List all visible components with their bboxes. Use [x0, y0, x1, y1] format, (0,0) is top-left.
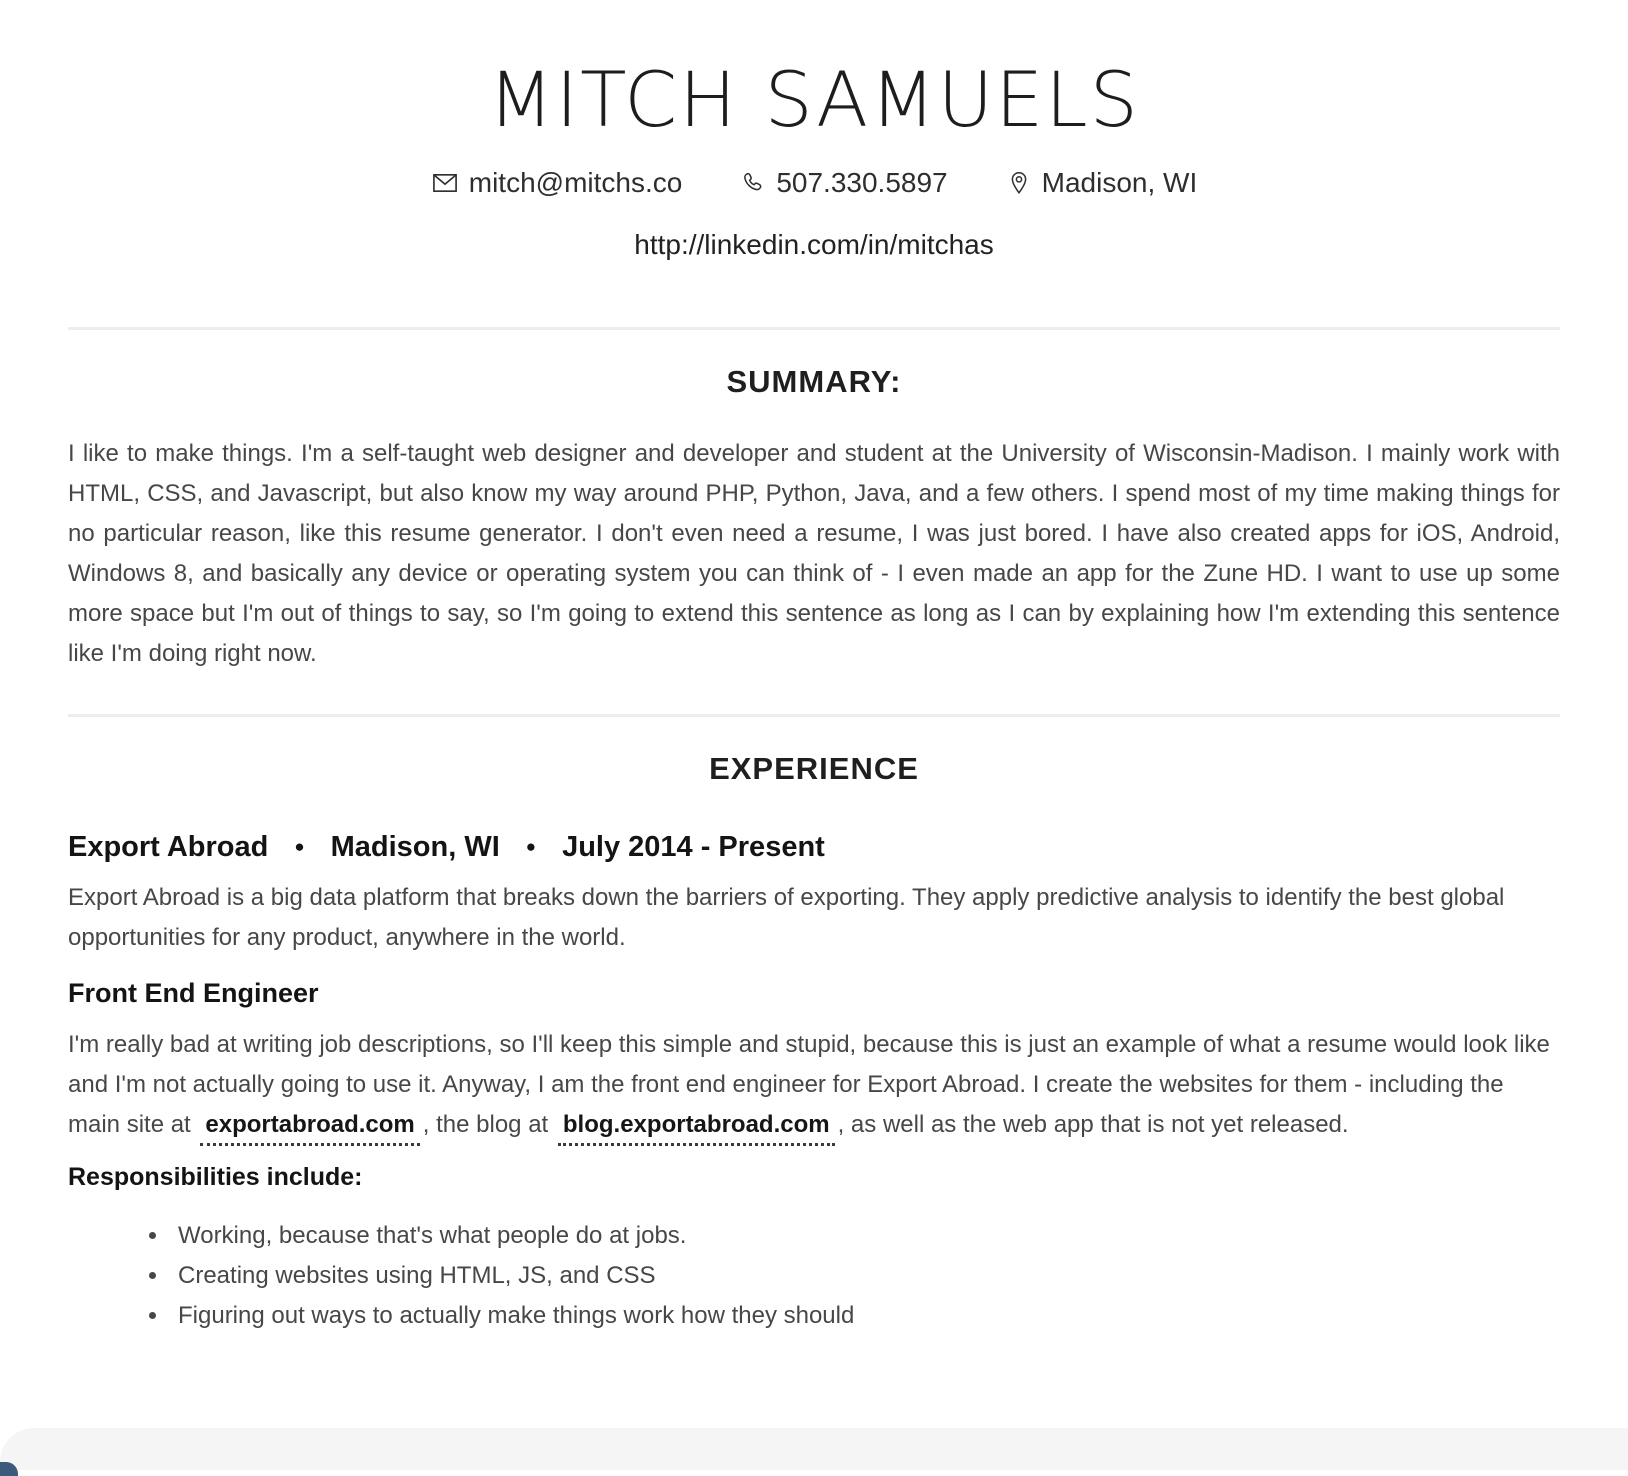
resume-name: MITCH SAMUELS: [488, 55, 1140, 144]
responsibilities-label: Responsibilities include:: [68, 1163, 363, 1192]
experience-heading: EXPERIENCE: [709, 751, 919, 787]
role-description-text: I'm really bad at writing job descriptions, so I'll keep this simple and stupid, because this is just an example of what a resume would look like and I'm not actually going to use it. Anyway, I am the front end engineer for Export Abroad. I create the websites for them - including the main site at: [68, 1031, 1550, 1139]
role-description-text: , as well as the web app that is not yet released.: [837, 1111, 1349, 1139]
bottom-left-corner-accent: [0, 1462, 18, 1476]
phone-handset-icon: [740, 170, 766, 196]
exportabroad-link[interactable]: exportabroad.com: [200, 1111, 419, 1146]
list-item: • Working, because that's what people do at jobs.: [170, 1216, 1560, 1256]
list-item: • Figuring out ways to actually make things work how they should: [170, 1296, 1560, 1336]
website-row: [68, 229, 1560, 261]
map-pin-icon: [1006, 170, 1032, 196]
job-company: Export Abroad: [68, 831, 269, 864]
section-divider: [68, 714, 1560, 717]
job-header: [68, 831, 1560, 864]
responsibilities-list: [68, 1216, 1560, 1336]
contact-row: [68, 167, 1560, 199]
contact-email-text: mitch@mitchs.co: [468, 167, 683, 199]
contact-location: [1006, 167, 1198, 199]
contact-location-text: Madison, WI: [1041, 167, 1198, 199]
contact-email: [431, 167, 683, 199]
blog-exportabroad-link[interactable]: blog.exportabroad.com: [558, 1111, 835, 1146]
job-dates: July 2014 - Present: [562, 831, 825, 864]
role-description-text: , the blog at: [422, 1111, 549, 1139]
envelope-icon: [431, 169, 459, 197]
job-location: Madison, WI: [330, 831, 500, 864]
bottom-scroll-band: [0, 1428, 1628, 1470]
separator-dot: ●: [294, 837, 305, 857]
resume-content: [0, 56, 1628, 1336]
section-divider: [68, 327, 1560, 330]
linkedin-link[interactable]: http://linkedin.com/in/mitchas: [634, 229, 994, 261]
company-description: Export Abroad is a big data platform that breaks down the barriers of exporting. They apply predictive analysis to identify the best global opportunities for any product, anywhere in the world.: [68, 884, 1505, 952]
list-item: • Creating websites using HTML, JS, and CSS: [170, 1256, 1560, 1296]
separator-dot: ●: [525, 837, 537, 857]
job-title: Front End Engineer: [68, 978, 319, 1009]
contact-phone-text: 507.330.5897: [776, 167, 948, 199]
summary-text: I like to make things. I'm a self-taught web designer and developer and student at the University of Wisconsin-Madison. I mainly work with HTML, CSS, and Javascript, but also know my way around PHP, Python, Java, and a few others. I spend most of my time making things for no particular reason, like this resume generator. I don't even need a resume, I was just bored. I have also created apps for iOS, Android, Windows 8, and basically any device or operating system you can think of - I even made an app for the Zune HD. I want to use up some more space but I'm out of things to say, so I'm going to extend this sentence as long as I can by explaining how I'm extending this sentence like I'm doing right now.: [68, 440, 1560, 668]
resume-page: [0, 56, 1628, 1470]
job-entry: [68, 831, 1560, 1336]
summary-heading: SUMMARY:: [726, 364, 902, 400]
contact-phone: [740, 167, 947, 199]
role-description: [68, 1025, 1560, 1145]
